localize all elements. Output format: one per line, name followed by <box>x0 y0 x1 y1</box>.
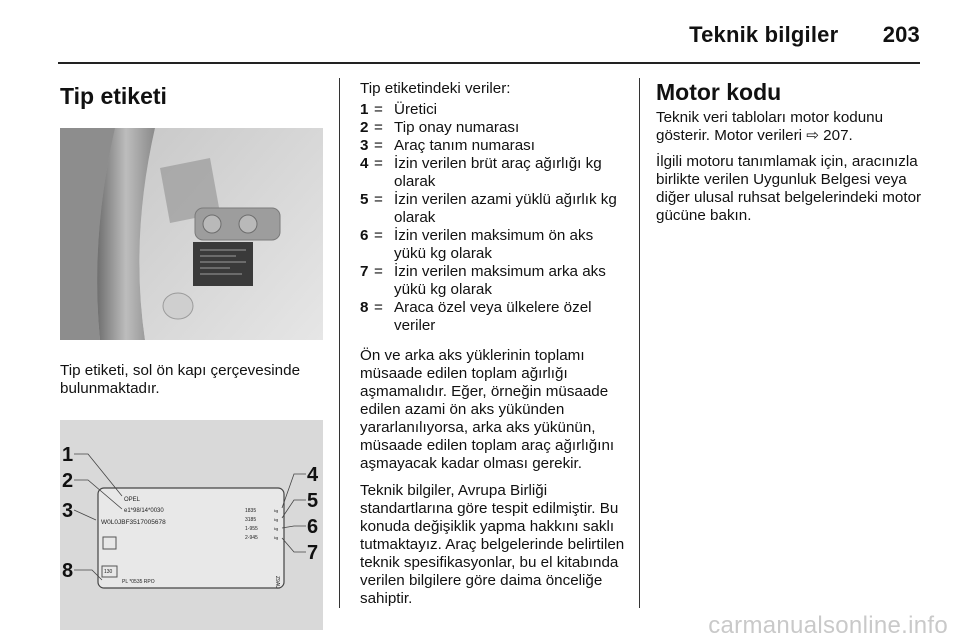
legend-item <box>360 137 626 155</box>
legend-item <box>360 191 626 227</box>
plate-unit-4: kg <box>274 535 279 540</box>
legend-text: İzin verilen maksimum ön aks yükü kg olarak <box>394 227 594 262</box>
plate-unit-2: kg <box>274 517 279 522</box>
plate-brand: OPEL <box>124 497 141 503</box>
legend-number: 1 <box>360 101 369 118</box>
watermark-text: carmanualsonline.info <box>708 612 948 639</box>
legend-equals: = <box>374 263 383 280</box>
legend-text: İzin verilen azami yüklü ağırlık kg olarak <box>394 191 617 226</box>
callout-3: 3 <box>62 500 74 522</box>
plate-bottom-code: PL *0535 RPO <box>122 579 155 585</box>
engine-code-paragraph: Teknik veri tabloları motor kodunu gösterir. Motor verileri ⇨ 207. <box>656 109 884 144</box>
right-column <box>656 76 924 225</box>
plate-vin: W0L0JBF3517005678 <box>101 519 166 526</box>
engine-identify-paragraph: İlgili motoru tanımlamak için, aracınızla birlikte verilen Uygunluk Belgesi veya diğer ulusal ruhsat belgelerindeki motor gücüne bakın. <box>656 153 922 224</box>
legend-item <box>360 119 626 137</box>
legend-equals: = <box>374 227 383 244</box>
left-column <box>60 76 325 630</box>
legend-list <box>360 101 626 335</box>
middle-column <box>360 76 626 608</box>
legend-equals: = <box>374 299 383 316</box>
legend-text: Araç tanım numarası <box>394 137 535 154</box>
callout-8: 8 <box>62 560 74 582</box>
type-plate-diagram <box>60 420 323 630</box>
legend-item <box>360 227 626 263</box>
legend-equals: = <box>374 191 383 208</box>
legend-item <box>360 101 626 119</box>
section-heading-tip-etiketi: Tip etiketi <box>60 83 167 109</box>
legend-number: 8 <box>360 299 369 316</box>
door-frame-illustration <box>60 128 323 340</box>
callout-6: 6 <box>307 516 319 538</box>
legend-intro: Tip etiketindeki veriler: <box>360 80 511 97</box>
type-plate-drawing <box>60 420 323 630</box>
legend-equals: = <box>374 101 383 118</box>
page-title: Teknik bilgiler <box>689 22 839 47</box>
section-heading-motor-kodu: Motor kodu <box>656 79 782 105</box>
photo-caption: Tip etiketi, sol ön kapı çerçevesinde bulunmaktadır. <box>60 362 301 397</box>
legend-equals: = <box>374 137 383 154</box>
legend-equals: = <box>374 155 383 172</box>
callout-2: 2 <box>62 470 74 492</box>
header-rule <box>58 62 920 64</box>
column-divider-left <box>339 78 340 608</box>
legend-equals: = <box>374 119 383 136</box>
page-header <box>689 22 920 48</box>
column-divider-right <box>639 78 640 608</box>
callout-4: 4 <box>307 464 319 486</box>
plate-unit-3: kg <box>274 526 279 531</box>
plate-approval: e1*98/14*0030 <box>124 508 164 514</box>
legend-number: 2 <box>360 119 369 136</box>
plate-unit-1: kg <box>274 508 279 513</box>
page-number: 203 <box>882 22 920 47</box>
plate-weight-2: 3185 <box>245 517 257 523</box>
legend-text: Tip onay numarası <box>394 119 520 136</box>
legend-number: 3 <box>360 137 369 154</box>
legend-number: 6 <box>360 227 369 244</box>
legend-text: Araca özel veya ülkelere özel veriler <box>394 299 592 334</box>
legend-number: 7 <box>360 263 369 280</box>
axle-load-paragraph: Ön ve arka aks yüklerinin toplamı müsaade edilen toplam ağırlığı aşmamalıdır. Eğer, örneğin müsaade edilen azami ön aks yükünden yararlanılıyorsa, arka aks yükünün, müsaade edilen toplam araç ağırlığını aşmayacak kadar olması gerekir. <box>360 347 615 472</box>
callout-7: 7 <box>307 542 319 564</box>
plate-weight-3: 1-955 <box>245 526 258 532</box>
plate-small-box-text: 130 <box>104 569 113 575</box>
plate-weight-1: 1835 <box>245 508 257 514</box>
legend-number: 5 <box>360 191 369 208</box>
plate-weight-4: 2-945 <box>245 535 258 541</box>
legend-number: 4 <box>360 155 369 172</box>
eu-standards-paragraph: Teknik bilgiler, Avrupa Birliği standartlarına göre tespit edilmiştir. Bu konuda değişiklik yapma hakkını saklı tutmaktayız. Araç belgelerinde belirtilen teknik spesifikasyonlar, bu el kitabında verilen bilgilere göre daima önceliğe sahiptir. <box>360 482 625 607</box>
legend-item <box>360 263 626 299</box>
legend-text: İzin verilen maksimum arka aks yükü kg olarak <box>394 263 606 298</box>
plate-side-code: Z9AU <box>274 576 280 589</box>
door-frame-photo <box>60 128 323 340</box>
type-plate-in-photo <box>193 242 253 286</box>
callout-5: 5 <box>307 490 319 512</box>
legend-text: İzin verilen brüt araç ağırlığı kg olarak <box>394 155 602 190</box>
legend-text: Üretici <box>394 101 438 118</box>
legend-item <box>360 299 626 335</box>
legend-item <box>360 155 626 191</box>
callout-1: 1 <box>62 444 74 466</box>
